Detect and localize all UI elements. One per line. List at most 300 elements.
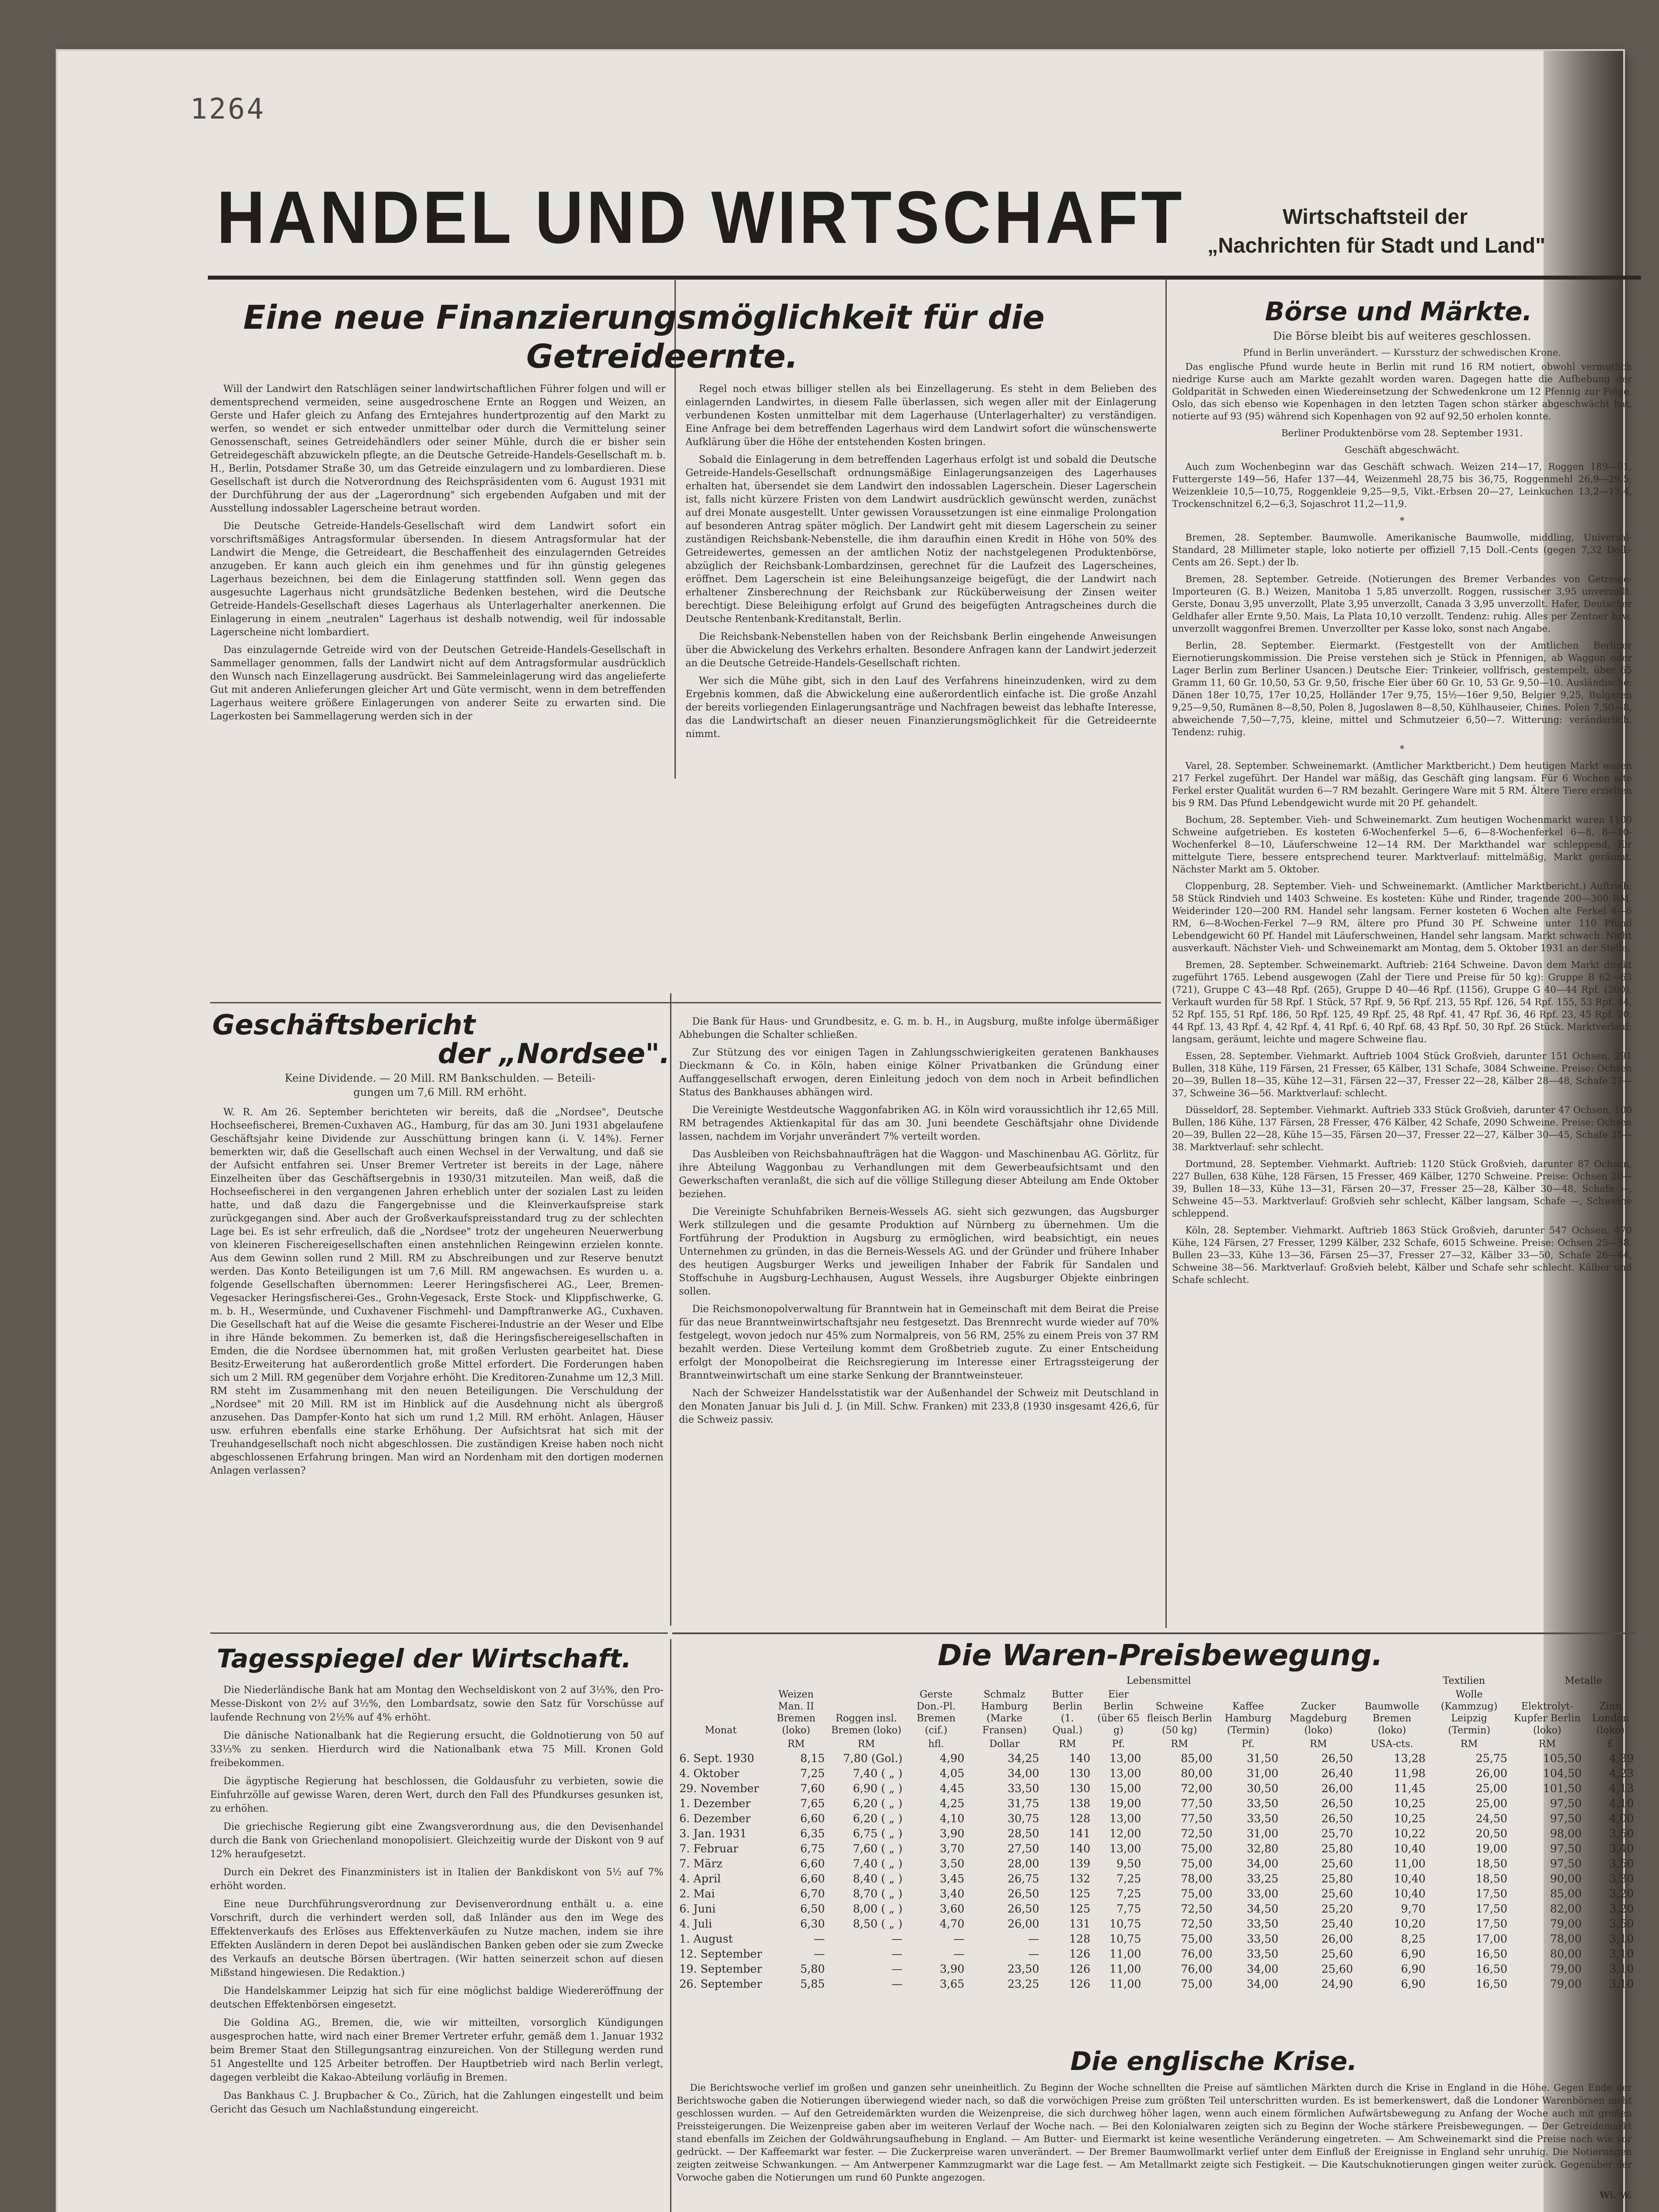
price-cell: 10,40 [1394,1842,1426,1855]
price-cell: 7,40 ( „ ) [853,1857,903,1870]
boerse-title: Börse und Märkte. [1265,296,1533,326]
price-cell: 6,60 [800,1872,825,1885]
price-cell: 6,70 [800,1887,825,1900]
price-cell: 13,00 [1109,1842,1142,1855]
price-cell: 3,45 [939,1872,965,1885]
price-cell: 34,00 [1246,1962,1279,1975]
table-row [677,1826,1636,1841]
price-cell: 80,00 [1550,1947,1582,1960]
nordsee-body [210,1106,663,1630]
row-date-cell: 2. Mai [679,1887,715,1900]
row-date-cell: 7. März [679,1857,723,1870]
price-cell: 7,25 [1116,1887,1142,1900]
group-lebensmittel: Lebensmittel [1126,1675,1191,1686]
price-cell: 140 [1069,1842,1091,1855]
column-unit: USA-cts. [1371,1739,1414,1750]
price-cell: 25,80 [1321,1842,1353,1855]
price-cell: 101,50 [1543,1782,1582,1795]
price-cell: 7,40 ( „ ) [853,1767,903,1780]
price-cell: 3,10 [1609,1962,1634,1975]
price-cell: 6,90 [1401,1978,1426,1990]
price-cell: 33,50 [1246,1917,1279,1930]
price-cell: 75,00 [1180,1887,1213,1900]
tagesspiegel-paragraph: Die dänische Nationalbank hat die Regierung ersucht, die Goldnotierung von 50 auf 33⅓% zu senken. Hierdurch wird die Nationalbank etwa 75 Mill. Kronen Gold freibekommen. [210,1730,663,1769]
news-item: Zur Stützung des vor einigen Tagen in Zahlungsschwierigkeiten geratenen Bankhauses Dieckmann & Co. in Köln, haben einige Kölner Privatbanken die Gründung einer Auffanggesellschaft erwogen, deren Einleitung jedoch von dem noch in Arbeit befindlichen Status des Bankhauses abhängen wird. [679,1047,1159,1098]
tagesspiegel-paragraph: Die griechische Regierung gibt eine Zwangsverordnung aus, die den Devisenhandel durch die Bank von Griechenland monopolisiert. Gleichzeitig wurde der Diskont von 9 auf 12% heraufgesetzt. [210,1821,663,1860]
price-cell: 8,00 ( „ ) [853,1902,903,1915]
market-report: Essen, 28. September. Viehmarkt. Auftrieb 1004 Stück Großvieh, darunter 151 Ochsen, 291 Bullen, 318 Kühe, 119 Färsen, 21 Fresser, 65 Kälber, 131 Schafe, 3084 Schweine. Preise: Ochsen 20—39, Bullen 18—35, Kühe 12—31, Färsen 22—37, Fresser 22—28, Kälber 28—48, Schafe 27—37, Schweine 36—56. Marktverlauf: schlecht. [1172,1051,1632,1098]
price-cell: 10,25 [1394,1797,1426,1810]
lead-title-line-1: Eine neue Finanzierungsmöglichkeit für die [243,299,1045,337]
price-cell: 7,75 [1116,1902,1142,1915]
price-cell: 7,80 (Gol.) [843,1752,903,1765]
lead-column-1 [210,383,666,1000]
market-report: Düsseldorf, 28. September. Viehmarkt. Auftrieb 333 Stück Großvieh, darunter 47 Ochsen, 100 Bullen, 186 Kühe, 137 Färsen, 28 Fresser, 476 Kälber, 42 Schafe, 2090 Schweine. Preise: Ochsen 20—39, Bullen 22—28, Kühe 15—35, Färsen 20—37, Fresser 22—27, Kälber 30—45, Schafe 35—38. Marktverlauf: sehr schlecht. [1172,1105,1632,1152]
price-cell: 17,50 [1475,1917,1508,1930]
price-cell: 13,00 [1109,1812,1142,1825]
price-cell: 6,20 ( „ ) [853,1797,903,1810]
column-unit: RM [1310,1739,1327,1750]
price-cell: 25,00 [1475,1782,1508,1795]
price-cell: 11,98 [1394,1767,1426,1780]
price-cell: 26,00 [1321,1782,1353,1795]
price-cell: 11,00 [1109,1978,1142,1990]
price-cell: — [814,1947,825,1960]
market-report: Cloppenburg, 28. September. Vieh- und Schweinemarkt. (Amtlicher Marktbericht.) Auftrieb: 58 Stück Rindvieh und 1403 Schweine. Es kosteten: Kühe und Rinder, tragende 200—300 RM. Weiderinder 120—200 RM. Handel sehr langsam. Ferner kosteten 6 Wochen alte Ferkel 4—6 RM, 6—8-Wochen-Ferkel 7—9 RM, ältere pro Pfund 30 Pf. Schweine unter 110 Pfund Lebendgewicht 60 Pf. Handel mit Läuferschweinen, Handel sehr langsam. Markt schwach. Nicht ausverkauft. Nächster Vieh- und Schweinemarkt am Montag, dem 5. Oktober 1931 an der Stelle. [1172,881,1632,953]
price-cell: 33,25 [1246,1872,1279,1885]
price-cell: — [953,1947,965,1960]
krise-body [677,2081,1632,2212]
price-cell: 8,40 ( „ ) [853,1872,903,1885]
price-cell: 13,00 [1109,1767,1142,1780]
price-cell: 26,00 [1321,1932,1353,1945]
price-cell: 33,50 [1246,1932,1279,1945]
price-cell: 4,10 [939,1812,965,1825]
price-cell: 141 [1069,1827,1091,1840]
market-report: Bremen, 28. September. Baumwolle. Amerikanische Baumwolle, middling, Universal-Standard, 28 Millimeter staple, loko notierte per offiziell 7,15 Doll.-Cents (gegen 7,32 Doll.-Cents am 26. Sept.) der lb. [1172,532,1632,568]
price-cell: 72,00 [1180,1782,1213,1795]
price-cell: 31,75 [1008,1797,1039,1810]
price-cell: 25,60 [1321,1887,1353,1900]
tagesspiegel-title: Tagesspiegel der Wirtschaft. [217,1644,632,1674]
price-cell: 3,90 [939,1827,965,1840]
preis-top-rule [672,1632,1636,1634]
price-cell: 26,50 [1321,1797,1353,1810]
price-cell: 78,00 [1550,1932,1582,1945]
price-cell: 34,00 [1246,1978,1279,1990]
table-row [677,1916,1636,1932]
column-unit: RM [858,1739,875,1750]
price-cell: 3,50 [1609,1827,1634,1840]
table-row [677,1751,1636,1766]
price-cell: 131 [1069,1917,1091,1930]
price-cell: 4,00 [1609,1812,1634,1825]
price-cell: 72,50 [1180,1827,1213,1840]
column-header: Wolle (Kammzug) Leipzig (Termin) [1441,1689,1498,1736]
nordsee-dek-2: gungen um 7,6 Mill. RM erhöht. [353,1086,527,1098]
price-cell: 90,00 [1550,1872,1582,1885]
price-cell: 128 [1069,1812,1091,1825]
market-report: Bremen, 28. September. Schweinemarkt. Auftrieb: 2164 Schweine. Davon dem Markt direkt zugeführt 1765. Lebend ausgewogen (Zahl der Tiere und Preise für 50 kg): Gruppe B 62—63 (721), Gruppe C 43—48 Rpf. (265), Gruppe D 40—46 Rpf. (1156), Gruppe G 40—44 Rpf. (200). Verkauft wurden für 58 Rpf. 1 Stück, 57 Rpf. 9, 56 Rpf. 213, 55 Rpf. 126, 54 Rpf. 155, 53 Rpf. 44, 52 Rpf. 155, 51 Rpf. 186, 50 Rpf. 125, 49 Rpf. 25, 48 Rpf. 41, 47 Rpf. 36, 46 Rpf. 23, 45 Rpf. 20, 44 Rpf. 13, 43 Rpf. 4, 42 Rpf. 4, 41 Rpf. 6, 40 Rpf. 68, 43 Rpf. 50, 30 Rpf. 26 Stück. Marktverlauf: langsam, geräumt, leichte und magere Schweine flau. [1172,960,1632,1045]
column-header: Zinn London (loko) [1592,1701,1629,1736]
preis-title: Die Waren-Preisbewegung. [938,1638,1383,1672]
news-item: Nach der Schweizer Handelsstatistik war der Außenhandel der Schweiz mit Deutschland in den Monaten Januar bis Juli d. J. (in Mill. Schw. Franken) mit 233,8 (1930 insgesamt 426,6, für die Schweiz passiv. [679,1388,1159,1425]
column-header: Schmalz Hamburg (Marke Fransen) [981,1689,1028,1736]
price-cell: 3,10 [1609,1978,1634,1990]
masthead-rule [208,276,1641,280]
price-cell: 33,50 [1246,1797,1279,1810]
price-cell: 26,50 [1008,1887,1039,1900]
lead-paragraph: Wer sich die Mühe gibt, sich in den Lauf des Verfahrens hineinzudenken, wird zu dem Ergebnis kommen, daß die Abwickelung eine außerordentlich einfache ist. Die große Anzahl der bereits vorliegenden Einlagerungsanträge und Nachfragen beweist das lebhafte Interesse, das die Landwirtschaft an dieser neuen Finanzierungsmöglichkeit für die Getreideernte nimmt. [686,676,1157,740]
table-row [677,1841,1636,1856]
price-cell: 11,45 [1394,1782,1426,1795]
price-cell: 126 [1069,1962,1091,1975]
column-unit: £ [1607,1739,1614,1750]
separator-star: * [1399,515,1405,526]
price-cell: 8,15 [800,1752,825,1765]
nordsee-bottom-rule [210,1632,668,1634]
price-cell: 105,50 [1543,1752,1582,1765]
nordsee-title-line-2: der „Nordsee". [438,1037,670,1070]
price-cell: 7,60 [800,1782,825,1795]
price-cell: 25,60 [1321,1962,1353,1975]
price-cell: 17,00 [1475,1932,1508,1945]
price-cell: 10,40 [1394,1872,1426,1885]
row-date-cell: 6. Sept. 1930 [679,1752,755,1765]
row-date-cell: 26. September [679,1978,762,1990]
price-cell: 26,00 [1475,1767,1508,1780]
row-date-cell: 1. August [679,1932,733,1945]
price-cell: 15,00 [1109,1782,1142,1795]
price-cell: 78,00 [1180,1872,1213,1885]
table-row [677,1932,1636,1947]
price-cell: 75,00 [1180,1842,1213,1855]
price-cell: 4,39 [1609,1752,1634,1765]
price-cell: 26,50 [1008,1902,1039,1915]
lead-paragraph: Die Deutsche Getreide-Handels-Gesellschaft wird dem Landwirt sofort ein vorschriftsmäßiges Antragsformular übersenden. In diesem Antragsformular hat der Landwirt die Menge, die Getreideart, die Beschaffenheit des einzulagernden Getreides anzugeben. Er kann auch gleich ein ihm genehmes und für ihn günstig gelegenes Lagerhaus bezeichnen, bei dem die Einlagerung stattfinden soll. Wenn gegen das ausgesuchte Lagerhaus nicht grundsätzliche Bedenken bestehen, wird die Deutsche Getreide-Handels-Gesellschaft dieses Lagerhaus als Unterlagerhalter anerkennen. Die Einlagerung in einem „neutralen" Lagerhaus ist deshalb notwendig, weil für indossable Lagerscheine nicht lombardiert. [210,521,666,638]
boerse-body [1172,361,1632,1626]
tagesspiegel-paragraph: Eine neue Durchführungsverordnung zur Devisenverordnung enthält u. a. eine Vorschrift, durch die verhindert werden soll, daß Inländer aus den im Wege des Effektenverkaufs des Erlöses aus Effektenverkäufen zu Nutze machen, indem sie ihre Effekten Ausländern in deren Depot bei ausländischen Banken geben oder sie zum Zwecke des Verkaufs an deutsche Börsen übertragen. (Wir hatten seinerzeit schon auf diesen Mißstand hingewiesen. Die Redaktion.) [210,1899,663,1978]
price-cell: 12,00 [1109,1827,1142,1840]
krise-paragraph: Die Berichtswoche verlief im großen und ganzen sehr uneinheitlich. Zu Beginn der Woche schnellten die Preise auf sämtlichen Märkten durch die Krise in England in die Höhe. Gegen Ende der Berichtswoche gaben die Notierungen überwiegend wieder nach, so daß die vorwöchigen Preise zum größten Teil unterschritten wurden. Es ist bemerkenswert, daß die Londoner Warenbörsen nicht geschlossen wurden. — Auf den Getreidemärkten wurden die Weizenpreise, die sich durchweg höher lagen, wenn auch einem förmlichen Aufwärtsbewegung zu Anfang der Woche auch mit großen Preissteigerungen. Die Weizenpreise gaben aber im weiteren Verlauf der Woche nach. — Bei den Kolonialwaren zeigten sich zu Beginn der Woche stärkere Preisbewegungen. — Der Getreidemarkt stand ebenfalls im Zeichen der Goldwährungsaufhebung in England. — Am Butter- und Eiermarkt ist keine wesentliche Veränderung eingetreten. — Am Schweinemarkt sind die Preise nach wie vor gedrückt. — Der Kaffeemarkt war fester. — Die Zuckerpreise waren unverändert. — Der Bremer Baumwollmarkt verlief unter dem Einfluß der Ereignisse in England sehr unruhig. Die Notierungen zeigten zeitweise Schwankungen. — Am Antwerpener Kammzugmarkt war die Lage fest. — Am Metallmarkt zeigte sich Festigkeit. — Die Kautschuknotierungen gingen weiter zurück. Gegenüber der Vorwoche gaben die Notierungen um rund 60 Punkte angezogen. [677,2082,1632,2183]
price-cell: 33,00 [1246,1887,1279,1900]
price-table-body [677,1751,1636,1992]
price-cell: 25,20 [1321,1902,1353,1915]
price-cell: 17,50 [1475,1902,1508,1915]
nordsee-title-line-1: Geschäftsbericht [212,1009,475,1041]
market-report: Bremen, 28. September. Getreide. (Notierungen des Bremer Verbandes von Getreide-Importeuren (G. B.) Weizen, Manitoba 1 5,85 unverzollt. Roggen, russischer 3,95 unverzollt. Gerste, Donau 3,95 unverzollt, Plate 3,95 unverzollt, Canada 3 3,95 unverzollt. Hafer, Deutscher Geldhafer aller Ernte 9,50. Mais, La Plata 10,10 verzollt. Tendenz: ruhig. Alles per Zentner bzw. unverzollt waggonfrei Bremen. Unverzollter per Kasse loko, sonst nach Angabe. [1172,574,1632,634]
price-cell: 11,00 [1109,1962,1142,1975]
column-header: Schweine fleisch Berlin (50 kg) [1147,1701,1212,1736]
price-cell: — [891,1932,903,1945]
price-cell: 11,00 [1109,1947,1142,1960]
price-cell: 30,50 [1246,1782,1279,1795]
price-cell: 85,00 [1180,1752,1213,1765]
column-header: Weizen Man. II Bremen (loko) [777,1689,816,1736]
column-unit [677,1737,765,1751]
price-cell: 10,20 [1394,1917,1426,1930]
price-cell: 75,00 [1180,1978,1213,1990]
column-header-month: Monat [705,1725,737,1736]
row-date-cell: 6. Juni [679,1902,716,1915]
group-metalle: Metalle [1564,1675,1602,1686]
price-cell: 6,60 [800,1812,825,1825]
price-cell: 139 [1069,1857,1091,1870]
price-cell: 10,75 [1109,1932,1142,1945]
lead-paragraph: Regel noch etwas billiger stellen als bei Einzellagerung. Es steht in dem Belieben des einlagernden Landwirtes, in diesem Falle überlassen, sich wegen aller mit der Einlagerung verbundenen Kosten unmittelbar mit dem Lagerhause (Unterlagerhalter) zu verständigen. Eine Anfrage bei dem betreffenden Lagerhaus wird dem Landwirt sofort die wünschenswerte Aufklärung über die Höhe der entstehenden Kosten bringen. [686,384,1157,448]
price-cell: 77,50 [1180,1797,1213,1810]
price-cell: 10,22 [1394,1827,1426,1840]
price-cell: 32,80 [1246,1842,1279,1855]
price-cell: — [1028,1932,1039,1945]
price-cell: 25,00 [1475,1797,1508,1810]
price-cell: 25,75 [1475,1752,1508,1765]
market-report: Berlin, 28. September. Eiermarkt. (Festgestellt von der Amtlichen Berliner Eiernotierungskommission. Die Preise verstehen sich je Stück in Pfennigen, ab Waggon oder Lager Berlin zum Berliner Usancen.) Deutsche Eier: Trinkeier, vollfrisch, gestempelt, über 65 Gramm 11, 60 Gr. 10,50, 53 Gr. 9,50, frische Eier über 60 Gr. 10, 53 Gr. 9,50—10. Ausländische: Dänen 18er 10,75, 17er 10,25, Holländer 17er 9,75, 15½—16er 9,50, Belgier 9,25, Bulgaren 9,25—9,50, Rumänen 8—8,50, Polen 8, Jugoslawen 8—8,50, Kühlhauseier, Chines. Polen 7,50—8, abweichende 7,50—7,75, kleine, mittel und Schmutzeier 6,50—7. Witterung: veränderlich. Tendenz: ruhig. [1172,640,1632,737]
price-table [677,1688,1636,1992]
price-cell: 7,25 [800,1767,825,1780]
price-cell: 79,00 [1550,1917,1582,1930]
price-cell: — [891,1962,903,1975]
column-rule-4 [670,1639,671,2212]
price-cell: 3,30 [1609,1872,1634,1885]
price-cell: 3,65 [939,1978,965,1990]
row-date-cell: 1. Dezember [679,1797,751,1810]
tagesspiegel-paragraph: Die Handelskammer Leipzig hat sich für eine möglichst baldige Wiedereröffnung der deutschen Effektenbörsen eingesetzt. [210,1985,663,2010]
price-cell: 13,28 [1394,1752,1426,1765]
price-cell: 4,70 [939,1917,965,1930]
price-cell: 130 [1069,1782,1091,1795]
price-cell: 97,50 [1550,1797,1582,1810]
price-cell: 24,50 [1475,1812,1508,1825]
price-cell: 3,90 [939,1962,965,1975]
price-cell: 77,50 [1180,1812,1213,1825]
table-row [677,1856,1636,1871]
tagesspiegel-paragraph: Die Niederländische Bank hat am Montag den Wechseldiskont von 2 auf 3⅓%, den Pro-Messe-Diskont von 2½ auf 3½%, den Lombardsatz, sowie den Satz für Vorschüsse auf laufende Rechnung von 2½% auf 4% erhöht. [210,1685,663,1723]
krise-title: Die englische Krise. [1070,2046,1357,2076]
row-date-cell: 19. September [679,1962,762,1975]
lead-paragraph: Das einzulagernde Getreide wird von der Deutschen Getreide-Handels-Gesellschaft in Sammellager genommen, falls der Landwirt nicht auf dem Antragsformular ausdrücklich den Wunsch nach Einzellagerung ausdrückt. Bei Sammeleinlagerung wird das angelieferte Gut mit anderen Anlieferungen gleicher Art und Güte vermischt, wenn in dem betreffenden Lagerhaus weitere größere Einlagerungen von anderer Seite zu erwarten sind. Die Lagerkosten bei Sammellagerung werden sich in der [210,645,666,722]
pfund-text: Das englische Pfund wurde heute in Berlin mit rund 16 RM notiert, obwohl vermutlich niedrige Kurse auch am Markte gezahlt worden waren. Dagegen hatte die Aufhebung der Goldparität in Schweden einen Wiedereinsetzung der Schwedenkrone um 12 Pfennig zur Folge. Oslo, das sich ebenso wie Kopenhagen in den letzten Tagen schon stärker abgeschwächt hat, notierte auf 93 (95) während sich Kopenhagen von 92 auf 92,50 erholen konnte. [1172,361,1632,422]
separator-star: * [1399,744,1405,754]
price-cell: 10,40 [1394,1887,1426,1900]
price-cell: 130 [1069,1767,1091,1780]
price-cell: 75,00 [1180,1857,1213,1870]
newspaper-page [57,51,1634,2212]
price-cell: — [891,1978,903,1990]
price-cell: 125 [1069,1902,1091,1915]
row-date-cell: 4. Oktober [679,1767,739,1780]
price-cell: 126 [1069,1947,1091,1960]
price-cell: 140 [1069,1752,1091,1765]
column-unit: RM [787,1739,805,1750]
price-cell: 79,00 [1550,1962,1582,1975]
lead-paragraph: Sobald die Einlagerung in dem betreffenden Lagerhaus erfolgt ist und sobald die Deutsche Getreide-Handels-Gesellschaft ordnungsmäßige Einlagerungsanzeigen des Lagerhauses erhalten hat, übersendet sie dem Landwirt den indossablen Lagerschein. Dieser Lagerschein ist, falls nicht kürzere Fristen von dem Landwirt ausdrücklich gewünscht werden, zunächst auf drei Monate ausgestellt. Unter gewissen Voraussetzungen ist eine einmalige Prolongation auf besonderen Antrag später möglich. Der Landwirt geht mit diesem Lagerschein zu seiner zuständigen Reichsbank-Nebenstelle, die ihm daraufhin einen Kredit in Höhe von 50% des Getreidewertes, gemessen an der amtlichen Notiz der nachstgelegenen Produktenbörse, abzüglich der Reichsbank-Lombardzinsen, gerechnet für die Laufzeit des Lagerscheines, eröffnet. Dem Lagerschein ist eine Beleihungsanzeige beigefügt, die der Landwirt nach erhaltener Zinsberechnung der Reichsbank zur Rücküberweisung der Zinsen weiter berechtigt. Diese Beleihigung erfolgt auf Grund des beigefügten Antragscheines durch die Deutsche Rentenbank-Kreditanstalt, Berlin. [686,454,1157,625]
table-row [677,1977,1636,1992]
lead-paragraph: Die Reichsbank-Nebenstellen haben von der Reichsbank Berlin eingehende Anweisungen über die Abwickelung des Verkehrs erhalten. Besondere Anfragen kann der Landwirt jederzeit an die Deutsche Getreide-Handels-Gesellschaft richten. [686,631,1157,669]
price-cell: 128 [1069,1932,1091,1945]
price-cell: 25,40 [1321,1917,1353,1930]
price-cell: 28,00 [1008,1857,1039,1870]
column-header: Eier Berlin (über 65 g) [1097,1689,1140,1736]
price-cell: 6,75 [800,1842,825,1855]
price-cell: 26,40 [1321,1767,1353,1780]
price-table-units [677,1737,1636,1751]
price-cell: 23,50 [1008,1962,1039,1975]
column-header: Butter Berlin (1. Qual.) [1051,1689,1084,1736]
berlin-heading: Berliner Produktenbörse vom 28. September 1931. [1281,428,1523,438]
price-cell: 82,00 [1550,1902,1582,1915]
lead-title-line-2: Getreideernte. [526,338,798,376]
price-cell: 27,50 [1008,1842,1039,1855]
price-cell: 16,50 [1475,1947,1508,1960]
tagesspiegel-paragraph: Durch ein Dekret des Finanzministers ist in Italien der Bankdiskont von 5½ auf 7% erhöht worden. [210,1867,663,1892]
price-cell: 23,25 [1008,1978,1039,1990]
column-header: Roggen insl. Bremen (loko) [831,1713,902,1736]
price-cell: 8,70 ( „ ) [853,1887,903,1900]
price-cell: — [814,1932,825,1945]
price-cell: 25,60 [1321,1947,1353,1960]
table-row [677,1886,1636,1901]
price-cell: 16,50 [1475,1978,1508,1990]
price-cell: 5,80 [800,1962,825,1975]
price-cell: 26,75 [1008,1872,1039,1885]
price-cell: 97,50 [1550,1812,1582,1825]
news-item: Die Reichsmonopolverwaltung für Branntwein hat in Gemeinschaft mit dem Beirat die Preise für das neue Branntweinwirtschaftsjahr neu festgesetzt. Das Brennrecht wurde wieder auf 70% festgelegt, wovon jedoch nur 45% zum Normalpreis, von 56 RM, 25% zu einem Preis von 37 RM bezahlt werden. Diese Verteilung kommt dem Großbetrieb zugute. Zu einer Entscheidung erfolgt der Monopolbeirat die Reichsregierung im Interesse einer Ertragssteigerung der Branntweinwirtschaft um eine starke Senkung der Branntweinsteuer. [679,1304,1159,1381]
column-rule-2 [1165,279,1167,1628]
table-row [677,1901,1636,1916]
price-cell: 6,75 ( „ ) [853,1827,903,1840]
price-cell: 76,00 [1180,1962,1213,1975]
table-row [677,1947,1636,1962]
price-cell: 25,80 [1321,1872,1353,1885]
row-date-cell: 6. Dezember [679,1812,751,1825]
price-cell: 31,00 [1246,1767,1279,1780]
price-cell: 4,90 [939,1752,965,1765]
price-cell: — [891,1947,903,1960]
price-cell: 25,60 [1321,1857,1353,1870]
price-cell: 6,35 [800,1827,825,1840]
price-cell: 25,70 [1321,1827,1353,1840]
column-header: Kaffee Hamburg (Termin) [1224,1701,1272,1736]
market-report: Bochum, 28. September. Vieh- und Schweinemarkt. Zum heutigen Wochenmarkt waren 1100 Schweine aufgetrieben. Es kosteten 6-Wochenferkel 5—6, 6—8-Wochenferkel 6—8, 8—10-Wochenferkel 8—10, Läuferschweine 12—14 RM. Der Markthandel war schleppend, für mittelgute Tiere, bessere entsprechend teurer. Marktverlauf: mittelmäßig, Markt geräumt. Nächster Markt am 5. Oktober. [1172,814,1632,875]
page-number: 1264 [190,93,266,126]
price-cell: 3,40 [1609,1842,1634,1855]
price-cell: 3,10 [1609,1932,1634,1945]
price-cell: 3,20 [1609,1902,1634,1915]
berlin-text: Auch zum Wochenbeginn war das Geschäft schwach. Weizen 214—17, Roggen 189—91, Futtergerste 149—56, Hafer 137—44, Weizenmehl 28,75 bis 36,75, Roggenmehl 26,9—29,5, Weizenkleie 10,5—10,75, Roggenkleie 9,25—9,5, Vikt.-Erbsen 20—27, Leinkuchen 13,2—13,4, Trockenschnitzel 6,2—6,3, Sojaschrot 11,2—11,9. [1172,461,1632,509]
column-unit: RM [1171,1739,1188,1750]
price-cell: 6,50 [800,1902,825,1915]
price-cell: 97,50 [1550,1842,1582,1855]
price-cell: 97,50 [1550,1857,1582,1870]
price-cell: 34,00 [1008,1767,1039,1780]
price-cell: 6,20 ( „ ) [853,1812,903,1825]
price-cell: 8,25 [1401,1932,1426,1945]
price-cell: 76,00 [1180,1947,1213,1960]
boerse-subtitle: Die Börse bleibt bis auf weiteres geschlossen. [1273,330,1531,342]
price-cell: 18,50 [1475,1857,1508,1870]
table-row [677,1766,1636,1781]
column-rule-3 [670,993,671,1626]
lead-paragraph: Will der Landwirt den Ratschlägen seiner landwirtschaftlichen Führer folgen und will er dementsprechend vermeiden, seine ausgedroschene Ernte an Roggen und Weizen, an Gerste und Hafer gleich zu Anfang des Erntejahres hundertprozentig auf den Markt zu werfen, so wendet er sich entweder unmittelbar oder durch die Vermittelung seiner Genossenschaft, seines Getreidehändlers oder seiner Mühle, durch die er bisher sein Getreidegeschäft abzuwickeln pflegte, an die Deutsche Getreide-Handels-Gesellschaft m. b. H., Berlin, Potsdamer Straße 30, um das Getreide einzulagern und zu lombardieren. Diese Gesellschaft ist durch die Notverordnung des Reichspräsidenten vom 6. August 1931 mit der Durchführung der aus der „Lagerordnung" sich ergebenden Aufgaben und mit der Ausstellung indossabler Lagerscheine betraut worden. [210,384,666,514]
table-row [677,1871,1636,1886]
berlin-subheading: Geschäft abgeschwächt. [1345,445,1460,455]
price-table-header [677,1688,1636,1737]
column-header: Baumwolle Bremen (loko) [1364,1701,1419,1736]
group-textilien: Textilien [1443,1675,1485,1686]
column-header: Gerste Don.-Pl. Bremen (cif.) [916,1689,956,1736]
price-cell: 19,00 [1109,1797,1142,1810]
price-cell: 13,00 [1109,1752,1142,1765]
price-cell: 80,00 [1180,1767,1213,1780]
masthead-subtitle-2: „Nachrichten für Stadt und Land" [1207,234,1546,257]
masthead-title: HANDEL UND WIRTSCHAFT [217,176,1185,259]
price-cell: 7,25 [1116,1872,1142,1885]
price-cell: 9,50 [1116,1857,1142,1870]
nordsee-dek-1: Keine Dividende. — 20 Mill. RM Bankschulden. — Beteili- [284,1072,596,1084]
price-cell: 7,60 ( „ ) [853,1842,903,1855]
price-cell: 85,00 [1550,1887,1582,1900]
price-cell: 33,50 [1246,1812,1279,1825]
price-cell: 6,90 [1401,1947,1426,1960]
price-cell: 34,50 [1246,1902,1279,1915]
news-item: Die Vereinigte Westdeutsche Waggonfabriken AG. in Köln wird voraussichtlich ihr 12,65 Mill. RM betragendes Aktienkapital für das am 30. Juni beendete Geschäftsjahr ohne Dividende lassen, nachdem im Vorjahr unverändert 7% verteilt worden. [679,1105,1159,1142]
price-cell: 24,90 [1321,1978,1353,1990]
nordsee-paragraph: W. R. Am 26. September berichteten wir bereits, daß die „Nordsee", Deutsche Hochseefischerei, Bremen-Cuxhaven AG., Hamburg, für das am 30. Juni 1931 abgelaufene Geschäftsjahr keine Dividende zur Ausschüttung bringen kann (i. V. 14%). Ferner bemerkten wir, daß die Gesellschaft auch einen Wechsel in der Verwaltung, und daß sie der Aufsicht entfahren sei. Unser Bremer Vertreter ist bereits in der Lage, nähere Einzelheiten über das Geschäftsergebnis in 1930/31 mitzuteilen. Man weiß, daß die Hochseefischerei in den vergangenen Jahren erheblich unter der sozialen Last zu leiden hatte, und daß dazu die Fangergebnisse und die Kleinverkaufspreise stark zurückgegangen sind. Aber auch der Großverkaufspreisstandard trug zu der schlechten Lage bei. Es ist sehr erfreulich, daß die „Nordsee" trotz der ungeheuren Neuerwerbung von kleineren Fischereigesellschaften einen anstehnlichen Reingewinn erzielen konnte. Aus dem Gewinn sollen rund 2 Mill. RM zu Abschreibungen und zur Reserve benutzt werden. Das Konto Beteiligungen ist um 7,6 Mill. RM angewachsen. Es wurden u. a. folgende Gesellschaften übernommen: Leerer Heringsfischerei AG., Leer, Bremen-Vegesacker Heringsfischerei-Ges., Grohn-Vegesack, Erste Stock- und Klippfischwerke, G. m. b. H., Wesermünde, und Cuxhavener Fischmehl- und Dampftranwerke AG., Cuxhaven. Die Gesellschaft hat auf die Weise die gesamte Fischerei-Industrie an der Weser und Elbe in ihre Hände bekommen. Zu bemerken ist, daß die Heringsfischereigesellschaften in Emden, die die Nordsee übernommen hat, mit großen Verlusten gearbeitet hat. Diese Besitz-Erweiterung hat außerordentlich große Mittel erfordert. Die Forderungen haben sich um 2 Mill. RM gegenüber dem Vorjahre erhöht. Die Kreditoren-Zunahme um 12,3 Mill. RM steht im Zusammenhang mit den neuen Beteiligungen. Die Verschuldung der „Nordsee" mit 20 Mill. RM ist im Hinblick auf die Ausdehnung nicht als übergroß anzusehen. Das Dampfer-Konto hat sich um rund 1,2 Mill. RM erhöht. Anlagen, Häuser usw. erfuhren ebenfalls eine starke Erhöhung. Der Aufsichtsrat hat sich mit der Treuhandgesellschaft noch nicht abgeschlossen. Die zuständigen Kreise haben noch nicht abgeschlossenen Erfahrung bringen. Man wird an Nordenham mit den dortigen modernen Anlagen verlassen? [210,1107,663,1476]
price-cell: — [953,1932,965,1945]
price-cell: 28,50 [1008,1827,1039,1840]
column-unit: Pf. [1241,1739,1255,1750]
table-row [677,1811,1636,1826]
price-cell: 75,00 [1180,1932,1213,1945]
price-cell: 8,50 ( „ ) [853,1917,903,1930]
price-cell: 3,60 [939,1902,965,1915]
market-report: Köln, 28. September. Viehmarkt. Auftrieb 1863 Stück Großvieh, darunter 547 Ochsen, 470 Kühe, 124 Färsen, 27 Fresser, 1299 Kälber, 232 Schafe, 6015 Schweine. Preise: Ochsen 25—38, Bullen 23—33, Kühe 13—36, Färsen 25—37, Fresser 27—32, Kälber 33—50, Schafe 26—44, Schweine 38—56. Marktverlauf: Großvieh belebt, Kälber und Schafe sehr schlecht. Kälber und Schafe schlecht. [1172,1225,1632,1285]
price-cell: 26,50 [1321,1752,1353,1765]
price-cell: 6,90 [1401,1962,1426,1975]
preis-table-wrap [677,1688,1636,1992]
masthead-subtitle-1: Wirtschaftsteil der [1283,205,1468,229]
price-cell: 138 [1069,1797,1091,1810]
news-item: Das Ausbleiben von Reichsbahnaufträgen hat die Waggon- und Maschinenbau AG. Görlitz, für ihre Abteilung Waggonbau zu Verhandlungen mit dem Gewerbeaufsichtsamt und den Gewerkschaften veranlaßt, die sich auf die völlige Stillegung dieser Abteilung am Ende Oktober beziehen. [679,1149,1159,1200]
price-cell: 33,50 [1246,1947,1279,1960]
price-cell: 3,40 [939,1887,965,1900]
price-cell: 4,23 [1609,1767,1634,1780]
price-cell: 72,50 [1180,1917,1213,1930]
price-cell: — [1028,1947,1039,1960]
price-cell: 16,50 [1475,1962,1508,1975]
price-cell: 79,00 [1550,1978,1582,1990]
price-cell: 18,50 [1475,1872,1508,1885]
table-row [677,1962,1636,1977]
price-cell: 4,25 [939,1797,965,1810]
price-cell: 126 [1069,1978,1091,1990]
news-item: Die Vereinigte Schuhfabriken Berneis-Wessels AG. sieht sich gezwungen, das Augsburger Werk stillzulegen und die gesamte Produktion auf Nürnberg zu übernehmen. Um die Fortführung der Produktion in Augsburg zu ermöglichen, wird beabsichtigt, ein neues Unternehmen zu gründen, in das die Berneis-Wessels AG. und der Gründer und frühere Inhaber des heutigen Augsburger Werks und jeweiligen Inhaber der Fabrik für Sandalen und Stoffschuhe in Augsburg-Lechhausen, August Wessels, ihre Augsburger Objekte einbringen sollen. [679,1206,1159,1297]
price-cell: 4,10 [1609,1797,1634,1810]
column-header: Elektrolyt-Kupfer Berlin (loko) [1513,1701,1581,1736]
price-cell: 11,00 [1394,1857,1426,1870]
column-unit: Dollar [989,1739,1020,1750]
price-cell: 5,85 [800,1978,825,1990]
price-cell: 17,50 [1475,1887,1508,1900]
price-cell: 98,00 [1550,1827,1582,1840]
price-cell: 125 [1069,1887,1091,1900]
tagesspiegel-body [210,1683,663,2212]
row-date-cell: 4. April [679,1872,721,1885]
column-header: Zucker Magdeburg (loko) [1290,1701,1347,1736]
price-cell: 6,90 ( „ ) [853,1782,903,1795]
price-cell: 132 [1069,1872,1091,1885]
